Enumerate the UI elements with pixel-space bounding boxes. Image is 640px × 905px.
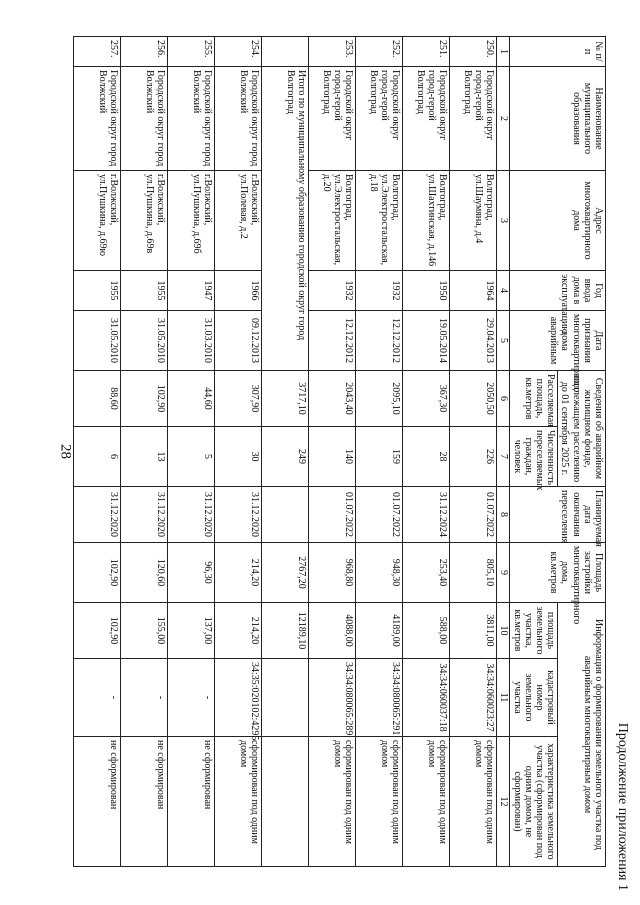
row-land-desc: сформирован под одним домом — [403, 737, 450, 867]
header-address: Адрес многоквартирного дома — [510, 171, 606, 271]
row-area: 307,90 — [215, 371, 262, 427]
row-cadastral: 34:34:080065:289 — [309, 659, 356, 737]
row-address: Волгоград, ул.Шаумяна, д.4 — [450, 171, 497, 271]
header-people: Численность переселяемых граждан, человек — [510, 427, 558, 487]
table-row — [403, 37, 450, 867]
row-build: 253,40 — [403, 543, 450, 603]
row-land: 588,00 — [403, 603, 450, 659]
row-area: 102,90 — [121, 371, 168, 427]
row-address: г.Волжский, ул.Пушкина, д.69б — [168, 171, 215, 271]
row-year: 1932 — [356, 271, 403, 311]
row-municipality: Городской округ город-герой Волгоград — [356, 67, 403, 171]
total-people: 249 — [262, 427, 309, 487]
row-cadastral: 34:34:080065:291 — [356, 659, 403, 737]
row-people: 28 — [403, 427, 450, 487]
row-num: 255. — [168, 37, 215, 67]
row-plan: 01.07.2022 — [450, 487, 497, 543]
row-people: 5 — [168, 427, 215, 487]
row-plan: 31.12.2020 — [121, 487, 168, 543]
row-date: 12.12.2012 — [356, 311, 403, 371]
row-year: 1955 — [74, 271, 121, 311]
col-number: 7 — [497, 427, 510, 487]
row-area: 44,60 — [168, 371, 215, 427]
row-people: 13 — [121, 427, 168, 487]
row-municipality: Городской округ город-герой Волгоград — [309, 67, 356, 171]
row-num: 254. — [215, 37, 262, 67]
row-plan: 31.12.2020 — [74, 487, 121, 543]
row-municipality: Городской округ город Волжский — [215, 67, 262, 171]
row-date: 31.03.2010 — [168, 311, 215, 371]
header-land-desc: характеристика земельного участка (сформирован под одним домом, не сформирован) — [510, 737, 558, 867]
row-land-desc: сформирован под одним домом — [356, 737, 403, 867]
header-build-area: Площадь застройки многоквартирного дома, кв.метров — [510, 543, 606, 603]
row-date: 12.12.2012 — [309, 311, 356, 371]
total-num — [262, 37, 309, 67]
row-cadastral: - — [74, 659, 121, 737]
row-build: 214,20 — [215, 543, 262, 603]
header-year: Год ввода дома в эксплуатацию — [510, 271, 606, 311]
row-land: 137,00 — [168, 603, 215, 659]
row-build: 805,10 — [450, 543, 497, 603]
row-year: 1955 — [121, 271, 168, 311]
total-build: 2767,20 — [262, 543, 309, 603]
row-people: 6 — [74, 427, 121, 487]
row-year: 1966 — [215, 271, 262, 311]
row-address: г.Волжский, ул.Полевая, д.2 — [215, 171, 262, 271]
row-land: 4088,00 — [309, 603, 356, 659]
row-area: 367,30 — [403, 371, 450, 427]
row-municipality: Городской округ город-герой Волгоград — [450, 67, 497, 171]
row-land: 214,20 — [215, 603, 262, 659]
table-row — [168, 37, 215, 867]
table-row — [309, 37, 356, 867]
row-cadastral: - — [121, 659, 168, 737]
row-date: 09.12.2013 — [215, 311, 262, 371]
row-address: Волгоград, ул.Электростальская, д.18 — [356, 171, 403, 271]
row-build: 948,30 — [356, 543, 403, 603]
header-resettled-area: Расселяемая площадь, кв.метров — [510, 371, 558, 427]
row-date: 31.05.2010 — [74, 311, 121, 371]
row-num: 257. — [74, 37, 121, 67]
total-area: 3717,10 — [262, 371, 309, 427]
row-date: 29.04.2013 — [450, 311, 497, 371]
header-plan-date: Планируемая дата окончания переселения — [510, 487, 606, 543]
row-land-desc: сформирован под одним домом — [309, 737, 356, 867]
row-address: Волгоград, ул.Электростальская, д.20 — [309, 171, 356, 271]
row-plan: 31.12.2020 — [215, 487, 262, 543]
row-year: 1964 — [450, 271, 497, 311]
total-land: 12189,10 — [262, 603, 309, 659]
table-row — [74, 37, 121, 867]
row-year: 1950 — [403, 271, 450, 311]
row-plan: 01.07.2022 — [309, 487, 356, 543]
row-num: 252. — [356, 37, 403, 67]
row-year: 1947 — [168, 271, 215, 311]
row-num: 253. — [309, 37, 356, 67]
row-land-desc: сформирован под одним домом — [450, 737, 497, 867]
total-label: Итого по муниципальному образованию городской округ город Волгоград — [262, 67, 309, 371]
row-municipality: Городской округ город Волжский — [121, 67, 168, 171]
row-municipality: Городской округ город-герой Волгоград — [403, 67, 450, 171]
col-number: 5 — [497, 311, 510, 371]
row-cadastral: 34:34:060023:27 — [450, 659, 497, 737]
row-cadastral: 34:34:060037:18 — [403, 659, 450, 737]
row-address: Волгоград, ул.Шахтинская, д.146 — [403, 171, 450, 271]
row-land-desc: не сформирован — [74, 737, 121, 867]
header-group-land: Информация о формировании земельного участка под аварийным многоквартирным домом — [558, 603, 606, 867]
column-numbers-row — [497, 37, 510, 867]
row-land-desc: не сформирован — [121, 737, 168, 867]
row-land: 4189,00 — [356, 603, 403, 659]
row-num: 250. — [450, 37, 497, 67]
header-num: № п/п — [510, 37, 606, 67]
row-cadastral: - — [168, 659, 215, 737]
row-address: г.Волжский, ул.Пушкина, д.69в — [121, 171, 168, 271]
row-build: 968,80 — [309, 543, 356, 603]
total-land-desc — [262, 737, 309, 867]
col-number: 9 — [497, 543, 510, 603]
dwellings-table — [74, 36, 607, 867]
row-num: 256. — [121, 37, 168, 67]
table-row — [215, 37, 262, 867]
row-people: 140 — [309, 427, 356, 487]
row-area: 2043,40 — [309, 371, 356, 427]
header-land-area: площадь земельного участка, кв.метров — [510, 603, 558, 659]
row-cadastral: 34:35:020102:4295 — [215, 659, 262, 737]
row-area: 2095,10 — [356, 371, 403, 427]
appendix-caption: Продолжение приложения 1 — [615, 722, 630, 891]
row-area: 2050,50 — [450, 371, 497, 427]
row-people: 30 — [215, 427, 262, 487]
row-date: 31.05.2010 — [121, 311, 168, 371]
row-land: 102,90 — [74, 603, 121, 659]
row-date: 19.05.2014 — [403, 311, 450, 371]
header-row-1 — [558, 37, 606, 867]
row-municipality: Городской округ город Волжский — [74, 67, 121, 171]
row-land: 3811,00 — [450, 603, 497, 659]
header-municipality: Наименование муниципального образования — [510, 67, 606, 171]
col-number: 11 — [497, 659, 510, 737]
row-municipality: Городской округ город Волжский — [168, 67, 215, 171]
total-cadastral — [262, 659, 309, 737]
col-number: 10 — [497, 603, 510, 659]
total-row — [262, 37, 309, 867]
col-number: 8 — [497, 487, 510, 543]
col-number: 12 — [497, 737, 510, 867]
page-number: 28 — [57, 444, 74, 459]
header-group-emergency: Сведения об аварийном жилищном фонде, подлежащем расселению до 01 сентября 2025 г. — [558, 371, 606, 487]
total-plan — [262, 487, 309, 543]
row-build: 96,30 — [168, 543, 215, 603]
row-area: 88,60 — [74, 371, 121, 427]
col-number: 6 — [497, 371, 510, 427]
row-land: 155,00 — [121, 603, 168, 659]
col-number: 3 — [497, 171, 510, 271]
header-recognition-date: Дата признания многоквартирного дома аварийным — [510, 311, 606, 371]
row-address: г.Волжский, ул.Пушкина, д.69ю — [74, 171, 121, 271]
row-plan: 31.12.2024 — [403, 487, 450, 543]
row-build: 120,60 — [121, 543, 168, 603]
row-build: 102,90 — [74, 543, 121, 603]
header-cadastral: кадастровый номер земельного участка — [510, 659, 558, 737]
table-row — [121, 37, 168, 867]
row-num: 251. — [403, 37, 450, 67]
row-year: 1932 — [309, 271, 356, 311]
row-people: 226 — [450, 427, 497, 487]
col-number: 4 — [497, 271, 510, 311]
table-row — [356, 37, 403, 867]
table-row — [450, 37, 497, 867]
row-land-desc: сформирован под одним домом — [215, 737, 262, 867]
col-number: 1 — [497, 37, 510, 67]
row-people: 159 — [356, 427, 403, 487]
row-plan: 01.07.2022 — [356, 487, 403, 543]
row-land-desc: не сформирован — [168, 737, 215, 867]
row-plan: 31.12.2020 — [168, 487, 215, 543]
col-number: 2 — [497, 67, 510, 171]
